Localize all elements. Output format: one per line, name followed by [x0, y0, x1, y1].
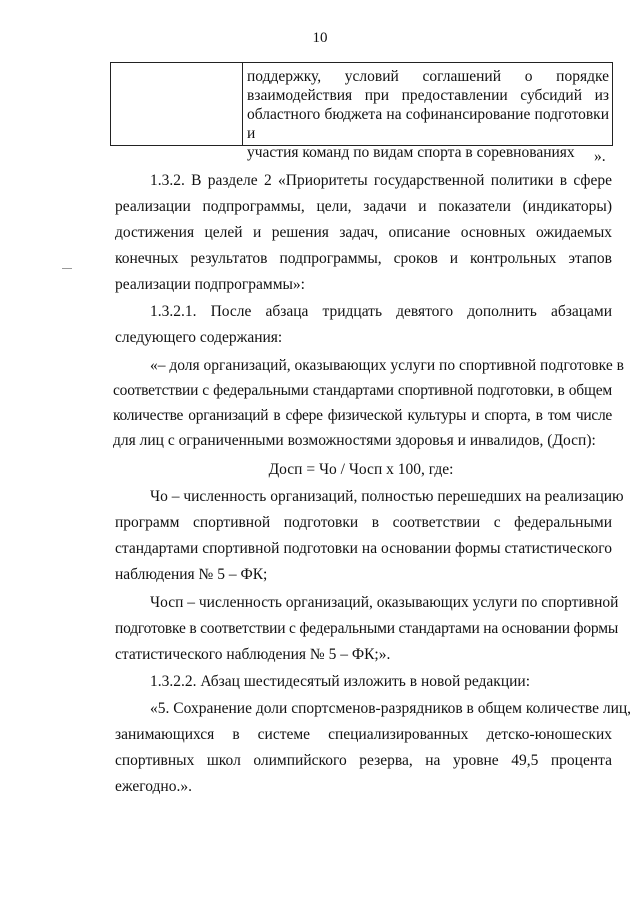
closing-quote: ».: [594, 148, 606, 165]
table-cell-text: [243, 63, 612, 161]
body-line: стандартами спортивной подготовки на основании формы статистического: [115, 540, 612, 557]
body-line: достижения целей и решения задач, описание основных ожидаемых: [115, 224, 612, 241]
table-line: участия команд по видам спорта в соревнованиях: [247, 144, 575, 161]
formula: Досп = Чо / Чосп х 100, где:: [268, 461, 454, 478]
margin-mark: [62, 268, 72, 269]
body-line: подготовке в соответствии с федеральными стандартами на основании формы: [115, 620, 619, 637]
body-line: программ спортивной подготовки в соответствии с федеральными: [115, 514, 612, 531]
body-line: спортивных школ олимпийского резерва, на уровне 49,5 процента: [115, 752, 612, 769]
body-line: для лиц с ограниченными возможностями здоровья и инвалидов, (Досп):: [113, 432, 596, 449]
body-line: следующего содержания:: [115, 329, 283, 346]
body-line: «5. Сохранение доли спортсменов-разрядников в общем количестве лиц,: [150, 700, 632, 717]
page-number: 10: [312, 30, 328, 46]
body-line: наблюдения № 5 – ФК;: [115, 566, 268, 583]
table-line: взаимодействия при предоставлении субсидий из: [247, 87, 609, 104]
body-line: соответствии с федеральными стандартами спортивной подготовки, в общем: [113, 382, 612, 399]
body-line: 1.3.2.1. После абзаца тридцать девятого дополнить абзацами: [150, 303, 612, 320]
body-line: 1.3.2. В разделе 2 «Приоритеты государственной политики в сфере: [150, 172, 612, 189]
body-line: реализации подпрограммы»:: [115, 276, 305, 293]
body-line: статистического наблюдения № 5 – ФК;».: [115, 646, 391, 663]
table-line: поддержку, условий соглашений о порядке: [247, 68, 609, 85]
body-line: «– доля организаций, оказывающих услуги по спортивной подготовке в: [150, 357, 624, 374]
body-line: конечных результатов подпрограммы, сроков и контрольных этапов: [115, 250, 612, 267]
body-line: реализации подпрограммы, цели, задачи и показатели (индикаторы): [115, 198, 612, 215]
body-line: ежегодно.».: [115, 778, 192, 795]
body-line: Чо – численность организаций, полностью перешедших на реализацию: [150, 488, 624, 505]
body-line: Чосп – численность организаций, оказывающих услуги по спортивной: [150, 594, 619, 611]
body-line: 1.3.2.2. Абзац шестидесятый изложить в новой редакции:: [150, 673, 531, 690]
body-line: занимающихся в системе специализированных детско-юношеских: [115, 726, 612, 743]
table-line: областного бюджета на софинансирование подготовки и: [247, 106, 609, 142]
table-cell-empty: [111, 63, 243, 145]
body-line: количестве организаций в сфере физической культуры и спорта, в том числе: [113, 407, 612, 424]
table-fragment: [110, 62, 613, 161]
